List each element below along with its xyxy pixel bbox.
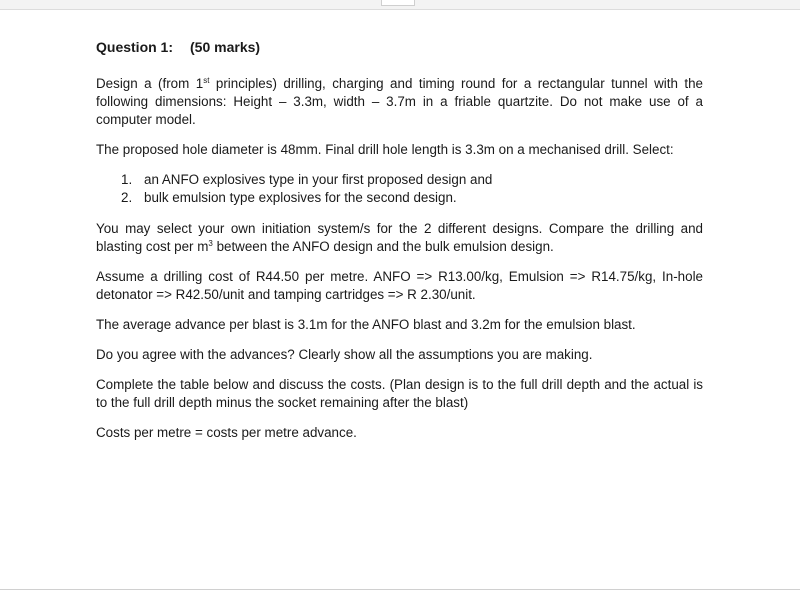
question-marks: (50 marks): [190, 39, 261, 55]
explosive-selection-list: [96, 171, 703, 207]
costs-paragraph: Assume a drilling cost of R44.50 per metre. ANFO => R13.00/kg, Emulsion => R14.75/kg, In-hole detonator => R42.50/unit and tamping cartridges => R 2.30/unit.: [96, 269, 703, 302]
hole-paragraph: The proposed hole diameter is 48mm. Final drill hole length is 3.3m on a mechanised drill. Select:: [96, 142, 674, 157]
page-tab-handle[interactable]: [381, 0, 415, 6]
list-item: 1. an ANFO explosives type in your first proposed design and: [121, 172, 493, 187]
question-label: Question 1:: [96, 39, 174, 55]
agree-paragraph: Do you agree with the advances? Clearly show all the assumptions you are making.: [96, 347, 593, 362]
per-metre-paragraph: Costs per metre = costs per metre advance.: [96, 425, 357, 440]
table-paragraph: Complete the table below and discuss the costs. (Plan design is to the full drill depth and the actual is to the full drill depth minus the socket remaining after the blast): [96, 377, 703, 410]
design-paragraph: Design a (from 1st principles) drilling, charging and timing round for a rectangular tunnel with the following dimensions: Height – 3.3m, width – 3.7m in a friable quartzite. Do not make use of a computer model.: [96, 76, 703, 127]
advance-paragraph: The average advance per blast is 3.1m for the ANFO blast and 3.2m for the emulsion blast.: [96, 317, 636, 332]
question-heading: [96, 38, 703, 56]
list-item: 2. bulk emulsion type explosives for the second design.: [121, 190, 457, 205]
document-page: [96, 38, 703, 454]
initiation-paragraph: You may select your own initiation system/s for the 2 different designs. Compare the drilling and blasting cost per $m^3$ between the ANFO design and the bulk emulsion design.: [96, 221, 703, 254]
viewer-top-bar: [0, 0, 800, 10]
